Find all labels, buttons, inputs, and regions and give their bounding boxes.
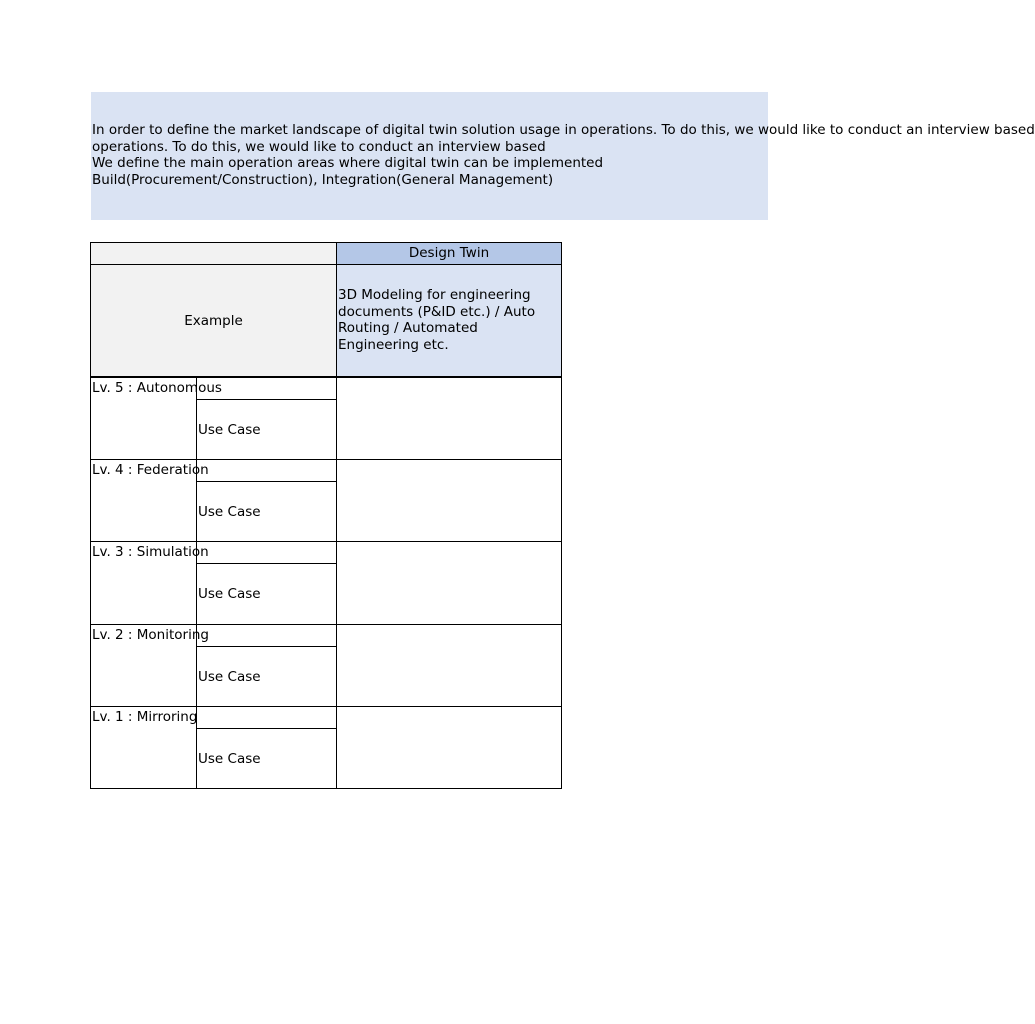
header-empty-cell <box>90 242 337 265</box>
design-twin-level-cell <box>336 706 562 789</box>
level-cell <box>90 459 209 542</box>
use-case-label: Use Case <box>198 421 261 438</box>
header-design-twin: Design Twin <box>336 242 562 265</box>
design-twin-level-cell <box>336 459 562 542</box>
use-case-cell <box>196 399 337 460</box>
use-case-label: Use Case <box>198 750 261 767</box>
use-case-label: Use Case <box>198 586 261 602</box>
use-case-cell <box>196 481 337 542</box>
level-cell <box>90 706 197 789</box>
intro-text <box>92 122 1035 188</box>
use-case-cell <box>196 728 337 789</box>
design-twin-level-cell <box>336 541 562 625</box>
level-name: Lv. 5 : Autonomous <box>92 380 222 396</box>
level-blank-cell <box>196 541 337 564</box>
example-description-cell <box>336 264 562 377</box>
intro-line: In order to define the market landscape of digital twin solution usage in operations. To do this, we would like to conduct an interview based <box>92 122 1035 138</box>
use-case-label: Use Case <box>198 503 261 520</box>
use-case-cell <box>196 563 337 625</box>
design-twin-level-cell <box>336 624 562 707</box>
use-case-label: Use Case <box>198 668 261 685</box>
level-cell <box>90 624 209 707</box>
level-blank-cell <box>196 706 337 729</box>
intro-line: Build(Procurement/Construction), Integration(General Management) <box>92 171 554 188</box>
example-label-cell <box>90 264 337 377</box>
use-case-cell <box>196 646 337 707</box>
level-cell <box>90 541 209 625</box>
example-description: 3D Modeling for engineering documents (P&ID etc.) / Auto Routing / Automated Engineering etc. <box>338 287 536 353</box>
design-twin-level-cell <box>336 377 562 460</box>
example-label: Example <box>184 312 243 329</box>
level-blank-cell <box>196 624 337 647</box>
intro-line: We define the main operation areas where digital twin can be implemented <box>92 155 604 171</box>
level-name: Lv. 1 : Mirroring <box>92 709 198 725</box>
level-name: Lv. 2 : Monitoring <box>92 627 209 643</box>
level-cell <box>90 377 222 460</box>
intro-line: operations. To do this, we would like to conduct an interview based <box>92 138 546 155</box>
level-name: Lv. 3 : Simulation <box>92 544 209 560</box>
level-blank-cell <box>196 459 337 482</box>
intro-box <box>91 92 1035 220</box>
level-name: Lv. 4 : Federation <box>92 462 209 478</box>
